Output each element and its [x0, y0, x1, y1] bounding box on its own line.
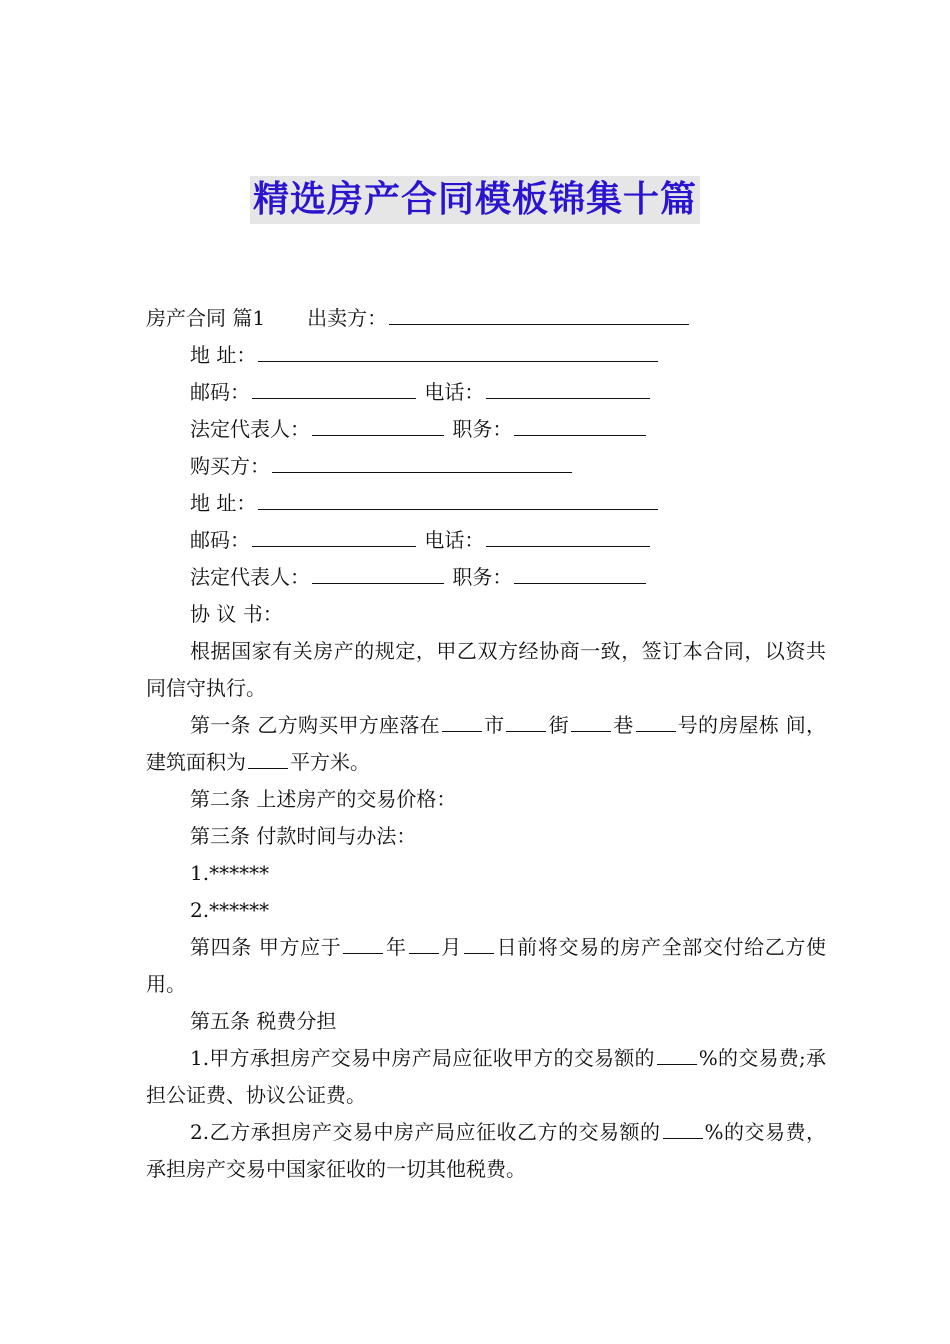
buyer-rep-line: [146, 559, 826, 596]
intro-paragraph: 根据国家有关房产的规定，甲乙双方经协商一致，签订本合同，以资共同信守执行。: [146, 639, 826, 700]
article-1-text-a: 第一条 乙方购买甲方座落在: [190, 713, 440, 737]
buyer-position-blank: [514, 561, 646, 584]
seller-rep-blank: [312, 413, 444, 436]
article-3-item-1: 1.******: [190, 861, 270, 885]
article-4-text-d: 日前将交易的房产全部交付给乙方使用。: [146, 935, 827, 996]
lane-blank: [571, 709, 611, 732]
buyer-position-label: 职务：: [452, 565, 513, 589]
buyer-line: [146, 448, 826, 485]
day-blank: [464, 931, 494, 954]
article-1: [146, 707, 826, 781]
article-1-text-f: 平方米。: [290, 750, 370, 774]
number-blank: [636, 709, 676, 732]
article-5-item-1: [146, 1040, 826, 1114]
seller-name-blank: [389, 302, 689, 325]
buyer-phone-blank: [486, 524, 650, 547]
article-1-text-e: 号的房屋栋 间，建筑面积为: [146, 713, 827, 774]
buyer-address-label: 地 址：: [190, 491, 257, 515]
seller-position-label: 职务：: [452, 417, 513, 441]
seller-line: [146, 300, 826, 337]
article-5-2-text-a: 2.乙方承担房产交易中房产局应征收乙方的交易额的: [190, 1120, 661, 1144]
article-1-text-d: 巷: [612, 713, 634, 737]
buyer-address-line: [146, 485, 826, 522]
seller-position-blank: [514, 413, 646, 436]
buyer-contact-line: [146, 522, 826, 559]
contract-heading: 房产合同 篇1: [146, 306, 266, 330]
article-5-item-2: [146, 1114, 826, 1188]
buyer-label: 购买方：: [190, 454, 270, 478]
article-3: 第三条 付款时间与办法：: [190, 824, 417, 848]
seller-address-label: 地 址：: [190, 343, 257, 367]
article-2: 第二条 上述房产的交易价格：: [190, 787, 457, 811]
buyer-rep-blank: [312, 561, 444, 584]
contract-body: [146, 300, 826, 1188]
article-3-item-2: 2.******: [190, 898, 270, 922]
buyer-name-blank: [272, 450, 572, 473]
city-blank: [442, 709, 482, 732]
article-1-text-c: 街: [548, 713, 569, 737]
document-title: 精选房产合同模板锦集十篇: [250, 176, 700, 224]
article-4-text-a: 第四条 甲方应于: [190, 935, 342, 959]
month-blank: [409, 931, 439, 954]
seller-zip-label: 邮码：: [190, 380, 250, 404]
seller-address-line: [146, 337, 826, 374]
seller-phone-label: 电话：: [424, 380, 485, 404]
seller-rep-label: 法定代表人：: [190, 417, 310, 441]
buyer-zip-blank: [252, 524, 416, 547]
article-5-1-text-a: 1.甲方承担房产交易中房产局应征收甲方的交易额的: [190, 1046, 655, 1070]
article-4-text-b: 年: [385, 935, 407, 959]
article-4-text-c: 月: [440, 935, 462, 959]
buyer-phone-label: 电话：: [424, 528, 485, 552]
buyer-rep-label: 法定代表人：: [190, 565, 310, 589]
agreement-heading: 协 议 书：: [190, 602, 283, 626]
article-1-text-b: 市: [483, 713, 505, 737]
street-blank: [506, 709, 546, 732]
area-blank: [248, 746, 288, 769]
seller-zip-blank: [252, 376, 416, 399]
year-blank: [343, 931, 383, 954]
seller-fee-percent-blank: [657, 1042, 697, 1065]
article-4: [146, 929, 826, 1003]
article-5-1-text-b: %的交易费;承担公证费、协议公证费。: [146, 1046, 826, 1107]
title-container: [0, 176, 950, 224]
seller-label: 出卖方：: [307, 306, 388, 330]
seller-address-blank: [258, 339, 658, 362]
article-5-2-text-b: %的交易费，承担房产交易中国家征收的一切其他税费。: [146, 1120, 826, 1181]
buyer-fee-percent-blank: [663, 1116, 703, 1139]
article-5: 第五条 税费分担: [190, 1009, 337, 1033]
seller-phone-blank: [486, 376, 650, 399]
seller-rep-line: [146, 411, 826, 448]
seller-contact-line: [146, 374, 826, 411]
buyer-zip-label: 邮码：: [190, 528, 250, 552]
buyer-address-blank: [258, 487, 658, 510]
